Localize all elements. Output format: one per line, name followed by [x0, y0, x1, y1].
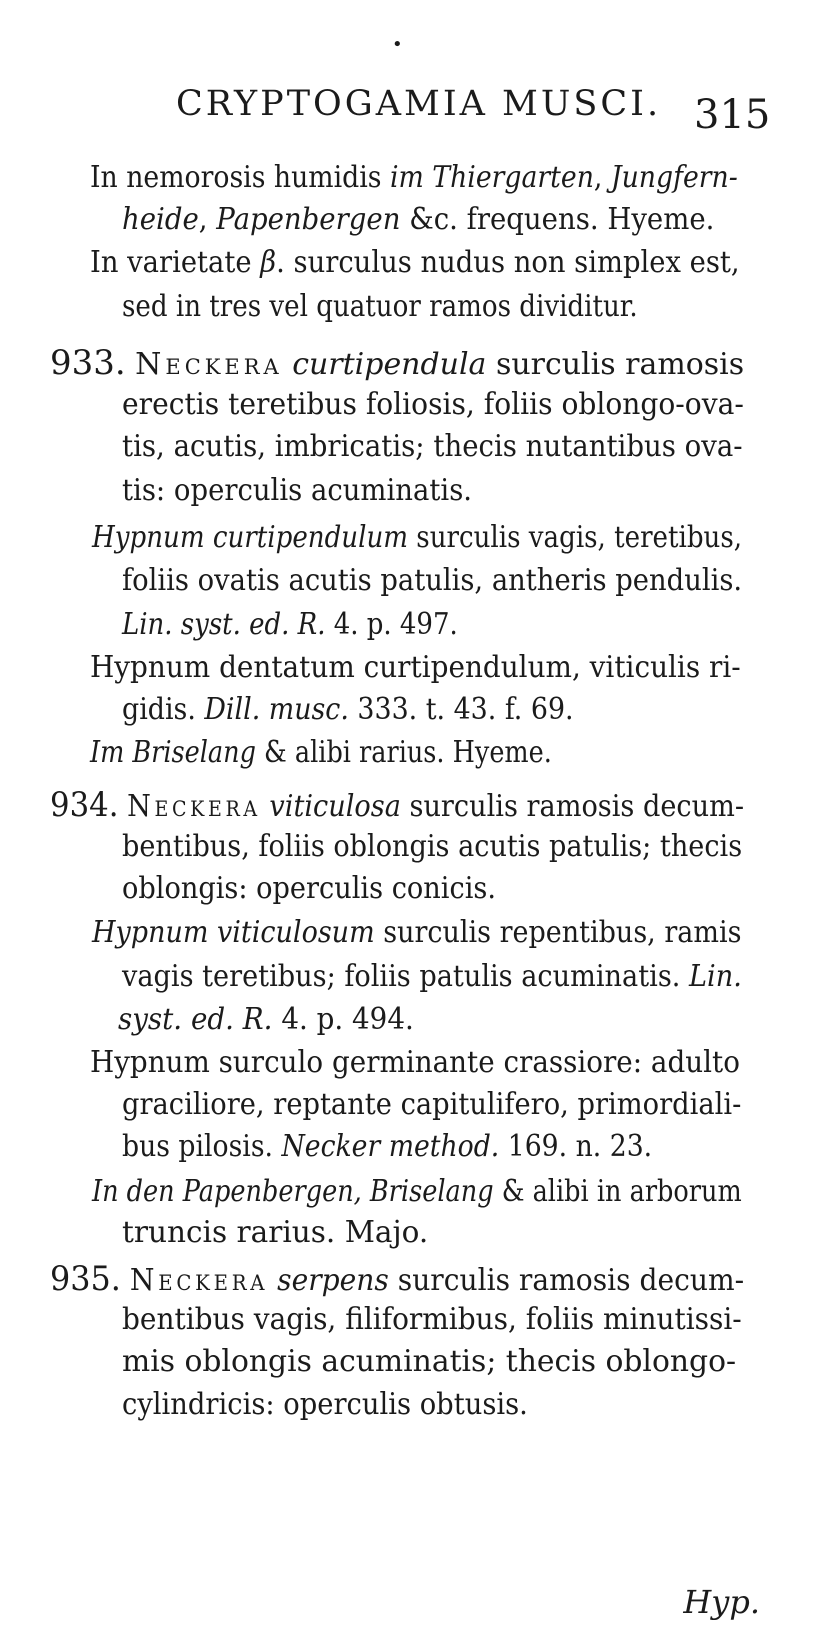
italic-text: heide	[122, 202, 199, 237]
text-line	[92, 1174, 742, 1209]
roman-text: & alibi in arborum	[493, 1174, 742, 1209]
roman-text: surculis ramosis decum-	[388, 1263, 745, 1298]
text-line	[50, 785, 745, 825]
roman-text: surculis vagis, teretibus,	[408, 520, 743, 555]
roman-text: graciliore, reptante capitulifero, primordiali-	[122, 1087, 742, 1122]
roman-text: bentibus, foliis oblongis acutis patulis; thecis	[122, 829, 743, 864]
roman-text: erectis teretibus foliosis, foliis oblongo-ova-	[122, 387, 744, 422]
roman-text: 333. t. 43. f. 69.	[348, 692, 574, 727]
roman-text: cylindricis: operculis obtusis.	[122, 1387, 528, 1422]
roman-text	[126, 347, 136, 382]
italic-text: In den Papenbergen, Briselang	[92, 1174, 494, 1209]
roman-text: tis, acutis, imbricatis; thecis nutantibus ova-	[122, 429, 743, 464]
text-line	[122, 429, 743, 464]
text-line	[122, 1302, 742, 1337]
italic-text: syst. ed. R.	[118, 1002, 273, 1037]
italic-text: Lin.	[689, 959, 742, 994]
text-line	[122, 387, 744, 422]
italic-text: Dill. musc.	[204, 692, 349, 727]
text-line	[90, 650, 741, 685]
text-line	[118, 1002, 414, 1037]
entry-number: 934.	[50, 785, 119, 825]
text-line	[92, 915, 742, 950]
italic-text: Im Briselang	[90, 735, 256, 770]
italic-text: Hypnum curtipendulum	[92, 520, 409, 555]
roman-text	[119, 789, 128, 824]
roman-text: ,	[198, 202, 217, 237]
roman-text: mis oblongis acuminatis; thecis oblongo-	[122, 1344, 737, 1379]
italic-text: Necker method.	[281, 1129, 500, 1164]
text-line	[90, 1045, 740, 1080]
roman-text: . surculus nudus non simplex est,	[276, 245, 740, 280]
text-line	[122, 1129, 653, 1164]
text-line	[122, 1087, 742, 1122]
text-line	[50, 343, 745, 383]
text-line	[122, 289, 638, 324]
text-line	[122, 829, 743, 864]
roman-text: 169. n. 23.	[499, 1129, 653, 1164]
italic-text: serpens	[277, 1263, 389, 1298]
roman-text: surculis ramosis	[486, 347, 745, 382]
roman-text: 4. p. 497.	[325, 607, 458, 642]
italic-text: β	[260, 245, 277, 280]
roman-text: vagis teretibus; foliis patulis acuminatis.	[122, 959, 690, 994]
catchword: Hyp.	[683, 1583, 760, 1621]
roman-text: bentibus vagis, filiformibus, foliis minutissi-	[122, 1302, 742, 1337]
text-line	[122, 473, 473, 508]
text-line	[122, 607, 458, 642]
text-line	[122, 1344, 737, 1379]
italic-text: viticulosa	[269, 789, 401, 824]
roman-text: &c. frequens. Hyeme.	[400, 202, 715, 237]
roman-text: 4. p. 494.	[272, 1002, 414, 1037]
roman-text: truncis rarius. Majo.	[122, 1215, 429, 1250]
genus-name: Neckera	[129, 1263, 269, 1298]
roman-text: sed in tres vel quatuor ramos dividitur.	[122, 289, 638, 324]
page-number: 315	[694, 92, 771, 138]
italic-text: Hypnum viticulosum	[92, 915, 375, 950]
running-head: CRYPTOGAMIA MUSCI.	[176, 84, 662, 124]
text-line	[122, 563, 743, 598]
roman-text: In varietate	[90, 245, 261, 280]
roman-text: foliis ovatis acutis patulis, antheris pendulis.	[122, 563, 743, 598]
text-line	[90, 160, 738, 195]
text-line	[92, 520, 743, 555]
roman-text: In nemorosis humidis	[90, 160, 390, 195]
entry-number: 933.	[50, 343, 126, 383]
roman-text: Hypnum dentatum curtipendulum, viticulis ri-	[90, 650, 741, 685]
text-line	[122, 1387, 528, 1422]
entry-number: 935.	[50, 1259, 121, 1299]
text-line	[122, 692, 574, 727]
text-line	[50, 1259, 745, 1299]
italic-text: Lin. syst. ed. R.	[122, 607, 326, 642]
italic-text: curtipendula	[292, 347, 487, 382]
text-line	[122, 202, 715, 237]
italic-text: Papenbergen	[216, 202, 401, 237]
roman-text: Hypnum surculo germinante crassiore: adulto	[90, 1045, 740, 1080]
genus-name: Neckera	[135, 347, 283, 382]
text-line	[90, 245, 740, 280]
text-line	[122, 1215, 429, 1250]
roman-text: gidis.	[122, 692, 205, 727]
roman-text: ,	[593, 160, 611, 195]
roman-text: surculis ramosis decum-	[400, 789, 745, 824]
roman-text: bus pilosis.	[122, 1129, 282, 1164]
printer-mark: •	[392, 34, 403, 55]
roman-text: oblongis: operculis conicis.	[122, 871, 496, 906]
text-line	[122, 959, 742, 994]
roman-text: surculis repentibus, ramis	[374, 915, 742, 950]
roman-text: & alibi rarius. Hyeme.	[255, 735, 552, 770]
text-line	[122, 871, 496, 906]
roman-text: tis: operculis acuminatis.	[122, 473, 473, 508]
italic-text: Jungfern-	[610, 160, 738, 195]
italic-text: im Thiergarten	[389, 160, 594, 195]
genus-name: Neckera	[127, 789, 261, 824]
text-line	[90, 735, 552, 770]
roman-text	[121, 1263, 130, 1298]
